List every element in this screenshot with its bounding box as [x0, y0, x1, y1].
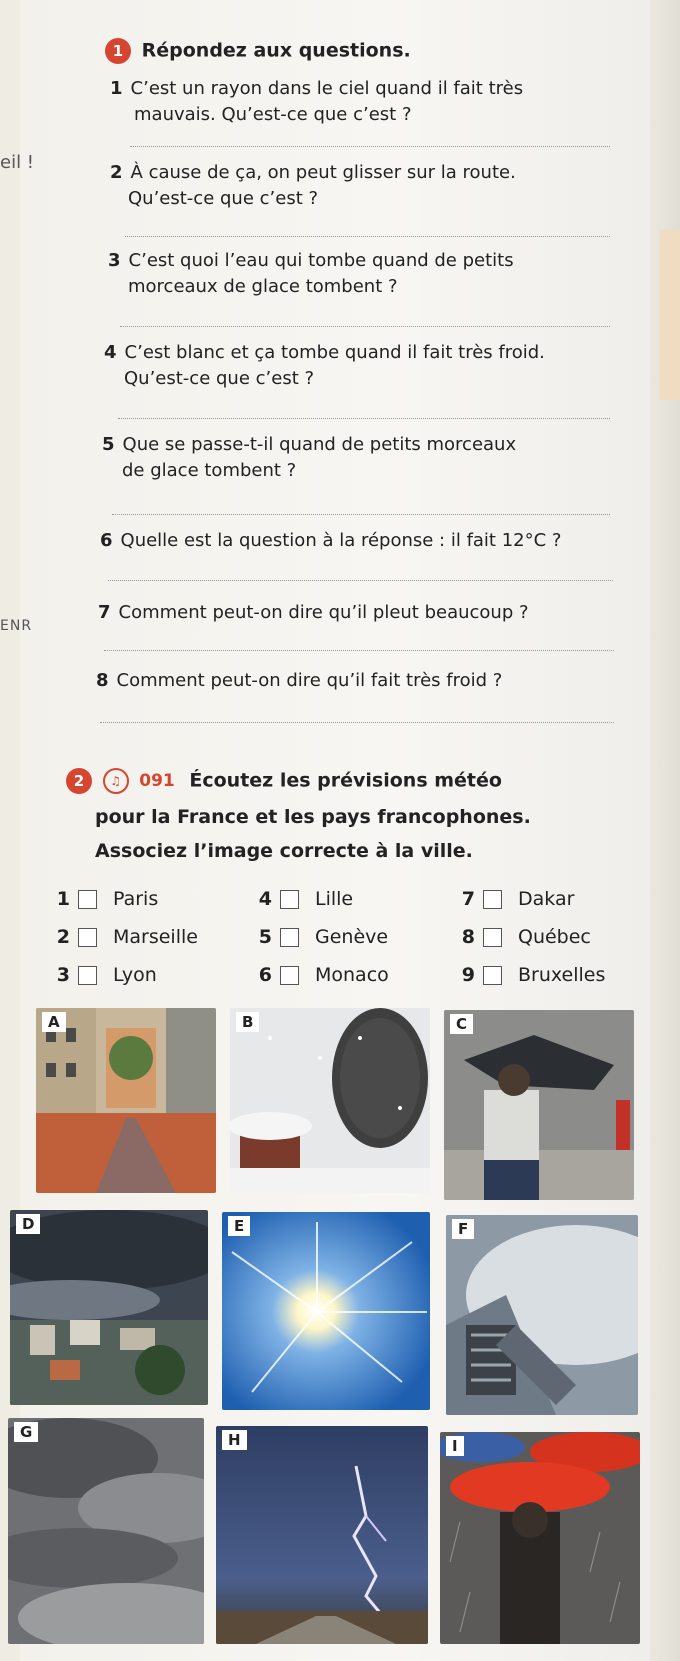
exercise-2-title-line2: pour la France et les pays francophones. — [95, 806, 531, 828]
answer-line-8[interactable] — [100, 722, 614, 723]
question-5: 5 Que se passe-t-il quand de petits morceaux de glace tombent ? — [102, 434, 517, 481]
question-4: 4 C’est blanc et ça tombe quand il fait très froid. Qu’est-ce que c’est ? — [104, 342, 545, 389]
photo-label: I — [446, 1436, 464, 1456]
photo-label: D — [16, 1214, 40, 1234]
city-item[interactable]: 1 Paris — [56, 888, 159, 910]
answer-line-1[interactable] — [130, 146, 610, 147]
question-1: 1 C’est un rayon dans le ciel quand il fait très mauvais. Qu’est-ce que c’est ? — [110, 78, 524, 125]
photo-label: G — [14, 1422, 38, 1442]
exercise-number-badge: 2 — [66, 768, 92, 794]
exercise-number-badge: 1 — [105, 38, 131, 64]
photo-a-wet-street — [36, 1008, 216, 1193]
answer-checkbox[interactable] — [78, 966, 97, 985]
photo-g-clouds — [8, 1418, 204, 1644]
city-item[interactable]: 3 Lyon — [56, 964, 157, 986]
answer-checkbox[interactable] — [280, 928, 299, 947]
photo-f-frost — [446, 1215, 638, 1415]
answer-checkbox[interactable] — [78, 890, 97, 909]
answer-line-7[interactable] — [104, 650, 614, 651]
city-item[interactable]: 4 Lille — [258, 888, 354, 910]
answer-line-4[interactable] — [118, 418, 610, 419]
headphones-icon[interactable]: ♫ — [103, 768, 129, 794]
photo-label: B — [236, 1012, 259, 1032]
answer-line-2[interactable] — [125, 236, 610, 237]
exercise-2-title-line1: Écoutez les prévisions météo — [189, 769, 502, 792]
question-8: 8 Comment peut-on dire qu’il fait très froid ? — [96, 670, 503, 691]
photo-d-cloudy-city — [10, 1210, 208, 1405]
answer-line-6[interactable] — [108, 580, 613, 581]
photo-c-wind — [444, 1010, 634, 1200]
answer-checkbox[interactable] — [483, 966, 502, 985]
city-item[interactable]: 8 Québec — [461, 926, 591, 948]
photo-label: E — [228, 1216, 250, 1236]
question-6: 6 Quelle est la question à la réponse : il fait 12°C ? — [100, 530, 562, 551]
exercise-2-instruction: Associez l’image correcte à la ville. — [95, 840, 473, 862]
audio-track-number: 091 — [139, 771, 175, 791]
answer-checkbox[interactable] — [483, 890, 502, 909]
city-item[interactable]: 6 Monaco — [258, 964, 389, 986]
photo-label: H — [222, 1430, 247, 1450]
photo-label: C — [450, 1014, 473, 1034]
answer-checkbox[interactable] — [78, 928, 97, 947]
answer-line-5[interactable] — [112, 514, 610, 515]
answer-checkbox[interactable] — [280, 966, 299, 985]
city-item[interactable]: 9 Bruxelles — [461, 964, 606, 986]
photo-h-lightning — [216, 1426, 428, 1644]
left-page-fragment: ENR — [0, 618, 33, 634]
photo-e-sun — [222, 1212, 430, 1410]
question-3: 3 C’est quoi l’eau qui tombe quand de petits morceaux de glace tombent ? — [108, 250, 514, 297]
answer-checkbox[interactable] — [483, 928, 502, 947]
photo-b-snow — [230, 1008, 430, 1193]
city-item[interactable]: 7 Dakar — [461, 888, 575, 910]
photo-label: F — [452, 1219, 474, 1239]
exercise-1-title: Répondez aux questions. — [141, 39, 411, 62]
exercise-2-heading — [66, 768, 502, 794]
city-item[interactable]: 5 Genève — [258, 926, 389, 948]
answer-line-3[interactable] — [120, 326, 610, 327]
question-7: 7 Comment peut-on dire qu’il pleut beaucoup ? — [98, 602, 529, 623]
exercise-1-heading — [105, 38, 411, 64]
left-page-fragment: eil ! — [0, 152, 35, 173]
answer-checkbox[interactable] — [280, 890, 299, 909]
margin-tab — [660, 230, 680, 400]
photo-label: A — [42, 1012, 66, 1032]
question-2: 2 À cause de ça, on peut glisser sur la route. Qu’est-ce que c’est ? — [110, 162, 516, 209]
photo-i-rain — [440, 1432, 640, 1644]
city-item[interactable]: 2 Marseille — [56, 926, 198, 948]
